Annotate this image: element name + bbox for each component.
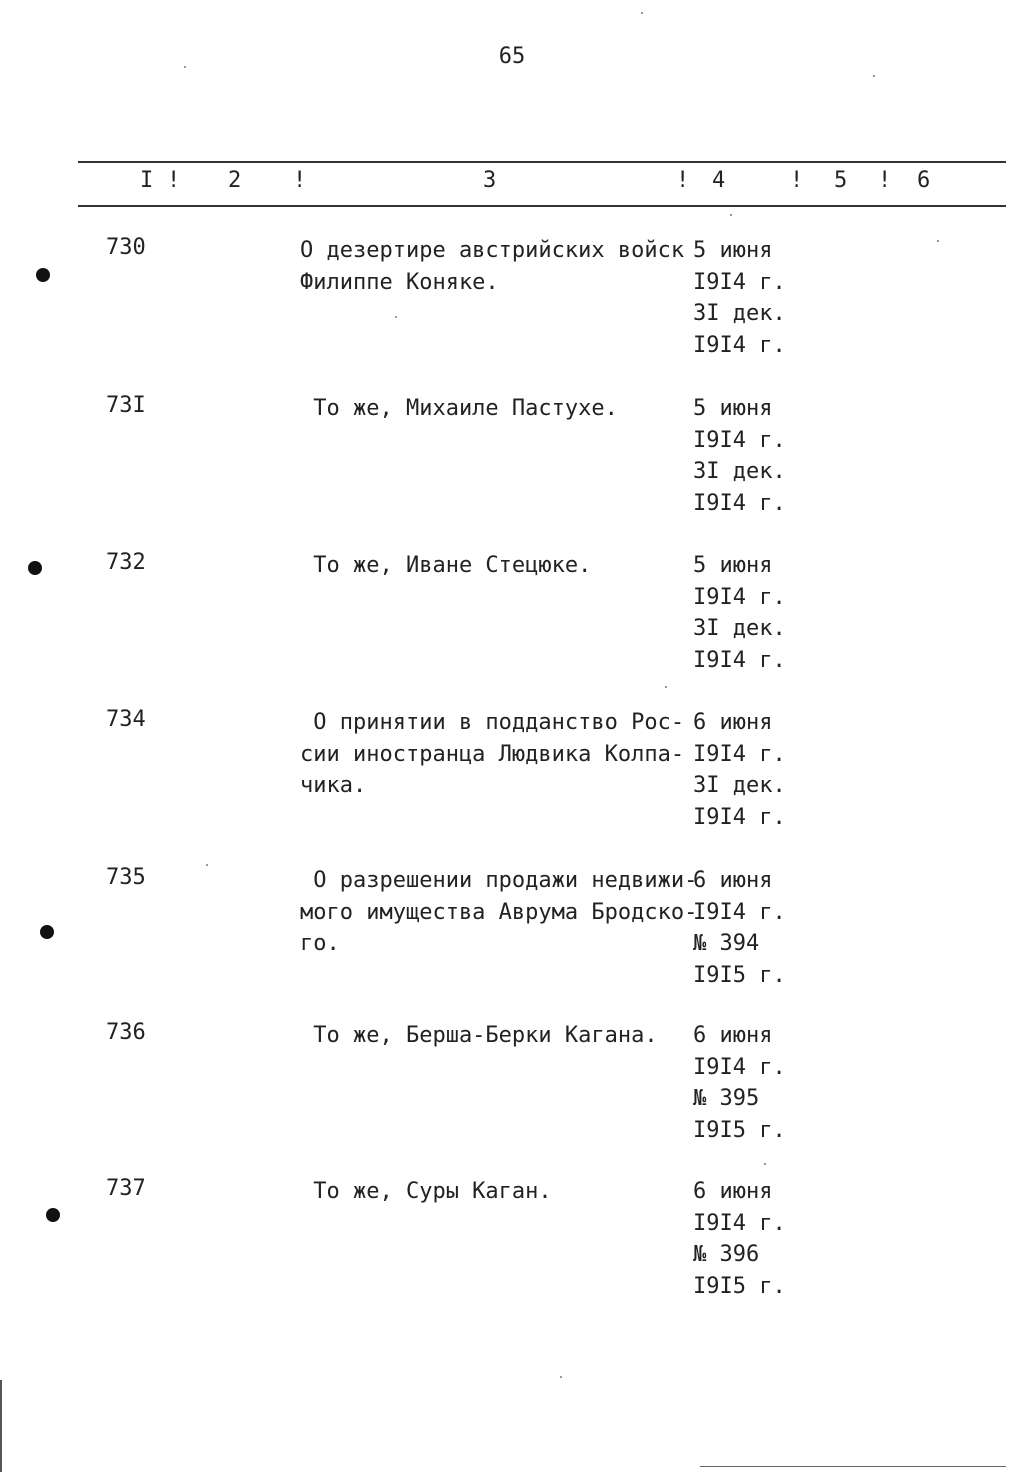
date-line: I9I5 г. <box>693 1273 786 1299</box>
date-line: I9I4 г. <box>693 647 786 673</box>
scan-speck <box>730 214 732 216</box>
scan-speck <box>937 240 939 242</box>
entry-description: То же, Берша-Берки Кагана. <box>300 1023 658 1048</box>
entry-number: 730 <box>106 235 146 260</box>
header-separator: ! <box>167 168 181 193</box>
header-col-5: 5 <box>834 168 848 193</box>
entry-dates <box>693 1176 803 1302</box>
date-line: 5 июня <box>693 396 773 421</box>
header-col-3: 3 <box>483 168 497 193</box>
scan-speck <box>395 316 397 318</box>
date-line: № 395 <box>693 1086 760 1111</box>
scan-speck <box>560 1376 562 1378</box>
entry-description: То же, Суры Каган. <box>300 1179 552 1204</box>
table-row <box>0 707 1024 857</box>
punch-hole <box>46 1208 60 1222</box>
date-line: 3I дек. <box>693 301 786 326</box>
date-line: 5 июня <box>693 553 773 578</box>
table-row <box>0 235 1024 385</box>
entry-dates <box>693 393 803 519</box>
scan-speck <box>641 12 643 14</box>
date-line: I9I4 г. <box>693 490 786 516</box>
footer-rule <box>700 1466 1006 1467</box>
entry-description: О принятии в подданство Рос- сии иностранца Людвика Колпа- чика. <box>300 710 685 798</box>
header-separator: ! <box>790 168 804 193</box>
entry-dates <box>693 707 803 833</box>
date-line: 3I дек. <box>693 773 786 798</box>
header-col-4: 4 <box>712 168 726 193</box>
scan-edge <box>0 1380 2 1472</box>
date-line: 6 июня <box>693 1179 773 1204</box>
date-line: 5 июня <box>693 238 773 263</box>
entry-number: 734 <box>106 707 146 732</box>
date-line: I9I4 г. <box>693 741 786 767</box>
scan-speck <box>184 66 186 68</box>
date-line: I9I4 г. <box>693 1054 786 1080</box>
date-line: I9I5 г. <box>693 962 786 988</box>
entry-dates <box>693 235 803 361</box>
punch-hole <box>28 561 42 575</box>
header-col-6: 6 <box>917 168 931 193</box>
entry-number: 735 <box>106 865 146 890</box>
scan-speck <box>665 686 667 688</box>
date-line: 3I дек. <box>693 616 786 641</box>
entry-dates <box>693 550 803 676</box>
entry-number: 732 <box>106 550 146 575</box>
table-row <box>0 1020 1024 1170</box>
table-row <box>0 550 1024 700</box>
table-row <box>0 393 1024 543</box>
punch-hole <box>40 925 54 939</box>
date-line: I9I4 г. <box>693 332 786 358</box>
header-top-rule <box>78 161 1006 163</box>
date-line: 6 июня <box>693 1023 773 1048</box>
header-col-2: 2 <box>228 168 242 193</box>
date-line: I9I4 г. <box>693 804 786 830</box>
date-line: I9I4 г. <box>693 899 786 925</box>
entry-number: 736 <box>106 1020 146 1045</box>
entry-number: 73I <box>106 393 146 418</box>
punch-hole <box>36 268 50 282</box>
entry-description: О разрешении продажи недвижи- мого имущества Аврума Бродско- го. <box>300 868 698 956</box>
entry-description: О дезертире австрийских войск Филиппе Коняке. <box>300 238 685 295</box>
header-separator: ! <box>676 168 690 193</box>
entry-dates <box>693 865 803 991</box>
date-line: I9I4 г. <box>693 584 786 610</box>
date-line: № 396 <box>693 1242 760 1267</box>
header-bottom-rule <box>78 205 1006 207</box>
scan-speck <box>764 1163 766 1165</box>
date-line: № 394 <box>693 931 760 956</box>
date-line: 3I дек. <box>693 459 786 484</box>
header-separator: ! <box>293 168 307 193</box>
header-col-1: I <box>140 168 154 193</box>
scan-speck <box>206 864 208 866</box>
entry-description: То же, Михаиле Пастухе. <box>300 396 618 421</box>
entry-dates <box>693 1020 803 1146</box>
date-line: 6 июня <box>693 710 773 735</box>
header-separator: ! <box>878 168 892 193</box>
table-row <box>0 865 1024 1015</box>
table-row <box>0 1176 1024 1326</box>
scan-speck <box>873 75 875 77</box>
page-number: 65 <box>498 44 526 69</box>
date-line: I9I4 г. <box>693 1210 786 1236</box>
date-line: I9I4 г. <box>693 269 786 295</box>
entry-number: 737 <box>106 1176 146 1201</box>
date-line: 6 июня <box>693 868 773 893</box>
date-line: I9I4 г. <box>693 427 786 453</box>
date-line: I9I5 г. <box>693 1117 786 1143</box>
entry-description: То же, Иване Стецюке. <box>300 553 592 578</box>
